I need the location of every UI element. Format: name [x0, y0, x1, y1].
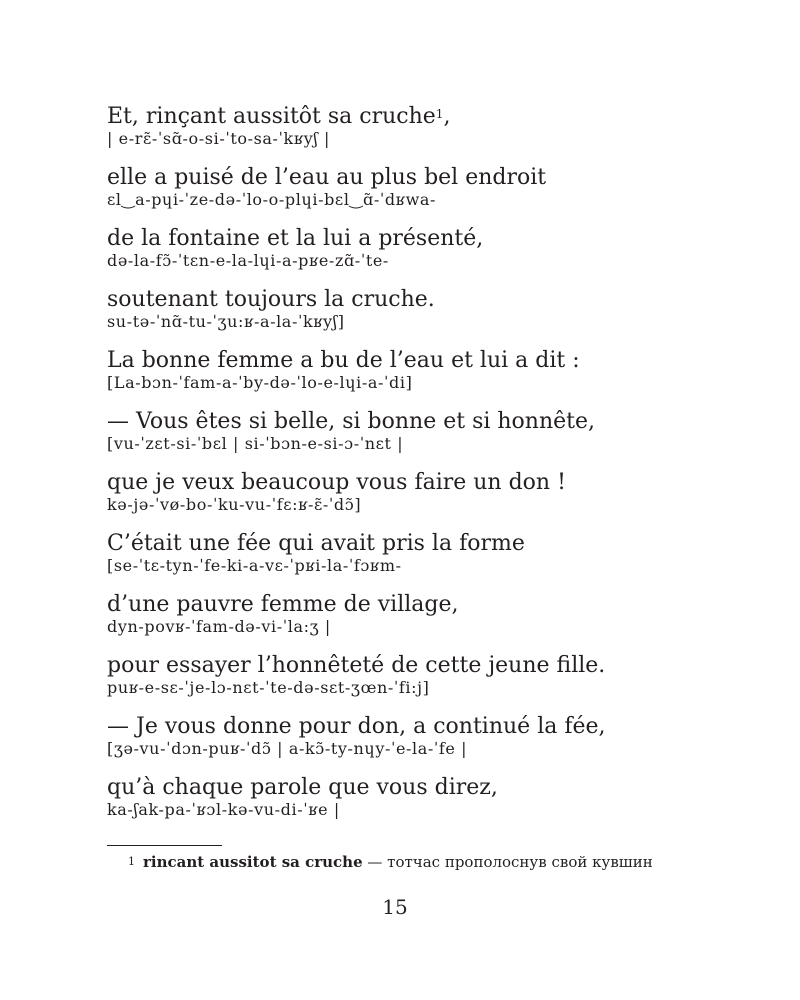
- transcription-line: ka-ʃak-pa-ˈʁɔl-kə-vu-di-ˈʁe |: [107, 800, 340, 819]
- footnote-divider: [107, 845, 222, 846]
- french-line: qu’à chaque parole que vous direz,: [107, 775, 498, 800]
- french-text: Et, rinçant aussitôt sa cruche: [107, 104, 436, 129]
- footnote-translation: — тотчас прополоснув свой кувшин: [362, 853, 653, 871]
- french-line: soutenant toujours la cruche.: [107, 287, 435, 312]
- footnote: [128, 852, 653, 872]
- verse: [107, 286, 727, 331]
- transcription-line: [La-bɔn-ˈfam-a-ˈby-də-ˈlo-e-lɥi-a-ˈdi]: [107, 373, 413, 392]
- transcription-line: puʁ-e-sɛ-ˈje-lɔ-nɛt-ˈte-də-sɛt-ʒœn-ˈfi:j]: [107, 678, 430, 697]
- transcription-line: [se-ˈtɛ-tyn-ˈfe-ki-a-vɛ-ˈpʁi-la-ˈfɔʁm-: [107, 556, 402, 575]
- french-line: pour essayer l’honnêteté de cette jeune fille.: [107, 653, 606, 678]
- french-line: — Je vous donne pour don, a continué la fée,: [107, 714, 606, 739]
- footnote-term: rincant aussitot sa cruche: [143, 853, 363, 871]
- verse: [107, 591, 727, 636]
- transcription-line: ɛl‿a-pɥi-ˈze-də-ˈlo-o-plɥi-bɛl‿ɑ̃-ˈdʁwa-: [107, 190, 437, 209]
- french-punctuation: ,: [443, 104, 451, 129]
- french-line: elle a puisé de l’eau au plus bel endroit: [107, 165, 547, 190]
- transcription-line: [ʒə-vu-ˈdɔn-puʁ-ˈdɔ̃ | a-kɔ̃-ty-nɥy-ˈe-la-ˈfe |: [107, 739, 468, 758]
- transcription-line: su-tə-ˈnɑ̃-tu-ˈʒu:ʁ-a-la-ˈkʁyʃ]: [107, 312, 345, 331]
- verse: [107, 652, 727, 697]
- transcription-line: [vu-ˈzɛt-si-ˈbɛl | si-ˈbɔn-e-si-ɔ-ˈnɛt |: [107, 434, 404, 453]
- verse: [107, 103, 727, 148]
- verse-list: [107, 103, 727, 835]
- verse: [107, 347, 727, 392]
- transcription-line: kə-jə-ˈvø-bo-ˈku-vu-ˈfɛ:ʁ-ɛ̃-ˈdɔ̃]: [107, 495, 362, 514]
- verse: [107, 530, 727, 575]
- verse: [107, 164, 727, 209]
- verse: [107, 469, 727, 514]
- french-line: que je veux beaucoup vous faire un don !: [107, 470, 566, 495]
- footnote-reference: 1: [435, 107, 444, 121]
- french-line: La bonne femme a bu de l’eau et lui a dit :: [107, 348, 580, 373]
- verse: [107, 225, 727, 270]
- page-number: 15: [382, 895, 408, 919]
- verse: [107, 408, 727, 453]
- footnote-number: 1: [128, 855, 135, 868]
- french-line: C’était une fée qui avait pris la forme: [107, 531, 525, 556]
- french-line: de la fontaine et la lui a présenté,: [107, 226, 484, 251]
- french-line: d’une pauvre femme de village,: [107, 592, 459, 617]
- french-line: [107, 103, 727, 130]
- verse: [107, 713, 727, 758]
- transcription-line: dyn-povʁ-ˈfam-də-vi-ˈla:ʒ |: [107, 617, 331, 636]
- transcription-line: də-la-fɔ̃-ˈtɛn-e-la-lɥi-a-pʁe-zɑ̃-ˈte-: [107, 251, 389, 270]
- transcription-line: | e-rɛ̃-ˈsɑ̃-o-si-ˈto-sa-ˈkʁyʃ |: [107, 129, 330, 148]
- french-line: — Vous êtes si belle, si bonne et si honnête,: [107, 409, 596, 434]
- verse: [107, 774, 727, 819]
